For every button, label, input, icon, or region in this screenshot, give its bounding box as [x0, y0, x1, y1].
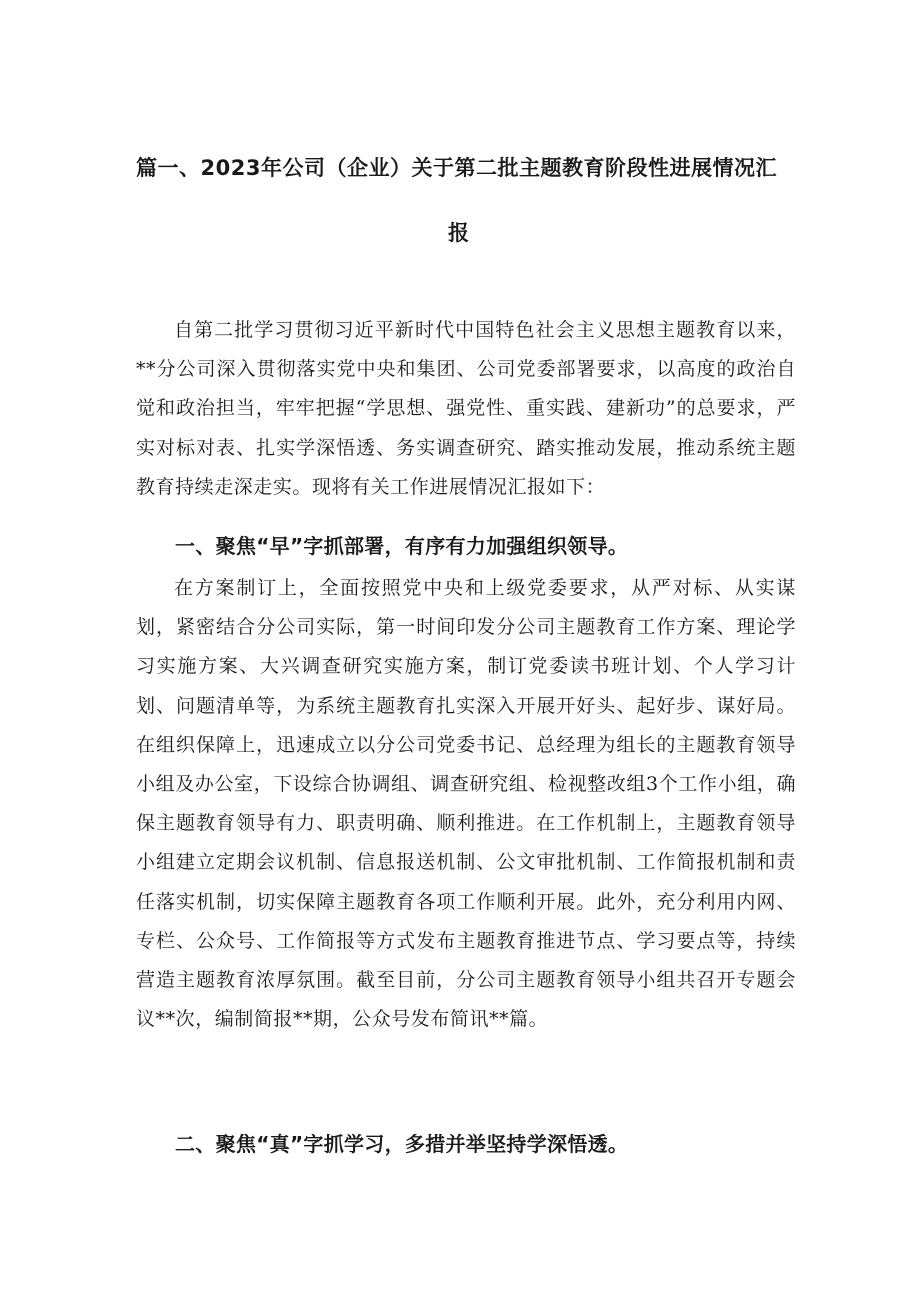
document-title-continuation: 报 — [448, 221, 469, 245]
document-title: 篇一、2023年公司（企业）关于第二批主题教育阶段性进展情况汇 — [136, 156, 777, 180]
section-heading-1: 一、聚焦“早”字抓部署，有序有力加强组织领导。 — [175, 534, 629, 558]
intro-paragraph: 自第二批学习贯彻习近平新时代中国特色社会主义思想主题教育以来，**分公司深入贯彻落实党中央和集团、公司党委部署要求，以高度的政治自觉和政治担当，牢牢把握“学思想、强党性、重实践、建新功”的总要求，严实对标对表、扎实学深悟透、务实调查研究、踏实推动发展，推动系统主题教育持续走深走实。现将有关工作进展情况汇报如下： — [136, 319, 796, 498]
section-heading-2: 二、聚焦“真”字抓学习，多措并举坚持学深悟透。 — [175, 1132, 629, 1156]
section-1-paragraph: 在方案制订上，全面按照党中央和上级党委要求，从严对标、从实谋划，紧密结合分公司实际，第一时间印发分公司主题教育工作方案、理论学习实施方案、大兴调查研究实施方案，制订党委读书班计划、个人学习计划、问题清单等，为系统主题教育扎实深入开展开好头、起好步、谋好局。在组织保障上，迅速成立以分公司党委书记、总经理为组长的主题教育领导小组及办公室，下设综合协调组、调查研究组、检视整改组3个工作小组，确保主题教育领导有力、职责明确、顺利推进。在工作机制上，主题教育领导小组建立定期会议机制、信息报送机制、公文审批机制、工作简报机制和责任落实机制，切实保障主题教育各项工作顺利开展。此外，充分利用内网、专栏、公众号、工作简报等方式发布主题教育推进节点、学习要点等，持续营造主题教育浓厚氛围。截至目前，分公司主题教育领导小组共召开专题会议**次，编制简报**期，公众号发布简讯**篇。 — [136, 577, 796, 1031]
